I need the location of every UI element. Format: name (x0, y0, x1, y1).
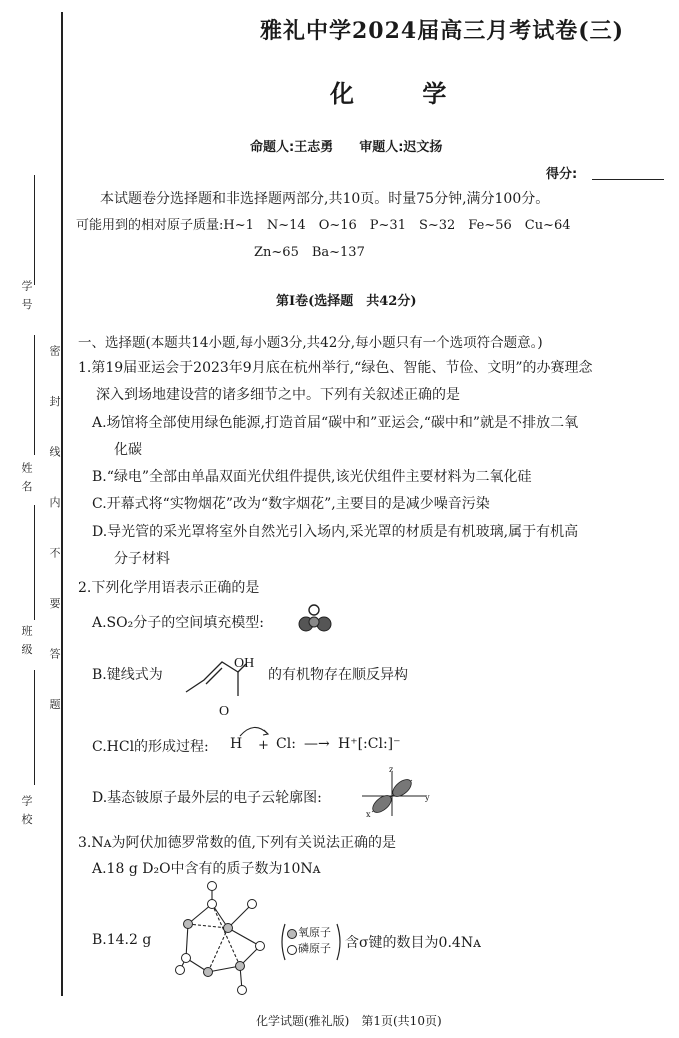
q1-option-a-line-1: A.场馆将全部使用绿色能源,打造首届“碳中和”亚运会,“碳中和”就是不排放二氧 (92, 415, 579, 431)
legend-oxygen-label: 氧原子 (298, 926, 331, 939)
q2-option-d: D.基态铍原子最外层的电子云轮廓图: (92, 790, 322, 806)
skeletal-oh-label: OH (234, 656, 255, 671)
electron-transfer-arrow (236, 722, 276, 740)
q1-stem-line-2: 深入到场地建设营的诸多细节之中。下列有关叙述正确的是 (96, 387, 460, 403)
intro-line-1: 本试题卷分选择题和非选择题两部分,共10页。时量75分钟,满分100分。 (100, 191, 550, 207)
q3-option-b-post: 含σ键的数目为0.4Nᴀ (345, 935, 481, 951)
q1-option-d-line-2: 分子材料 (114, 551, 170, 567)
hcl-cl-atom: Cl: (276, 736, 296, 752)
q2-stem: 2.下列化学用语表示正确的是 (78, 580, 260, 596)
intro-line-2: 可能用到的相对原子质量:H~1 N~14 O~16 P~31 S~32 Fe~56 Cu~64 (76, 218, 571, 233)
exam-title: 雅礼中学2024届高三月考试卷(三) (260, 18, 625, 44)
score-fill-line (592, 179, 664, 180)
intro-line-3: Zn~65 Ba~137 (254, 245, 365, 260)
q1-option-b: B.“绿电”全部由单晶双面光伏组件提供,该光伏组件主要材料为二氧化硅 (92, 469, 532, 485)
name-fill-line (34, 335, 35, 455)
authors-line: 命题人:王志勇 审题人:迟文扬 (250, 140, 443, 155)
school-fill-line (34, 670, 35, 785)
q1-option-a-line-2: 化碳 (114, 442, 142, 458)
hcl-h-atom: H (230, 736, 243, 752)
student-id-fill-line (34, 175, 35, 285)
q2-option-b-pre: B.键线式为 (92, 667, 163, 683)
q2-option-b-post: 的有机物存在顺反异构 (268, 667, 408, 683)
class-fill-line (34, 505, 35, 620)
q3-option-a: A.18 g D₂O中含有的质子数为10Nᴀ (92, 861, 321, 877)
axis-x-label: x (366, 810, 371, 819)
school-label: 学 校 (20, 795, 33, 827)
student-id-label: 学 号 (20, 280, 33, 312)
skeletal-o-label: O (219, 704, 230, 719)
q1-option-c: C.开幕式将“实物烟花”改为“数字烟花”,主要目的是减少噪音污染 (92, 496, 490, 512)
sealed-notice: 密 封 线 内 不 要 答 题 (48, 345, 61, 728)
q2-option-c-pre: C.HCl的形成过程: (92, 739, 209, 755)
section-heading: 一、选择题(本题共14小题,每小题3分,共42分,每小题只有一个选项符合题意。) (78, 335, 543, 351)
page-footer: 化学试题(雅礼版) 第1页(共10页) (256, 1014, 442, 1028)
legend-phosphorus-label: 磷原子 (298, 942, 331, 955)
q3-option-b-pre: B.14.2 g (92, 932, 152, 948)
p4o10-structure (176, 878, 272, 996)
class-label: 班 级 (20, 625, 33, 657)
part1-heading: 第Ⅰ卷(选择题 共42分) (276, 294, 417, 309)
hcl-product: H⁺[:Cl:]⁻ (338, 736, 401, 752)
name-label: 姓 名 (20, 462, 33, 494)
subject-title: 化 学 (330, 79, 477, 108)
q3-stem: 3.Nᴀ为阿伏加德罗常数的值,下列有关说法正确的是 (78, 835, 396, 851)
hcl-reaction-arrow: —→ (304, 736, 330, 752)
axis-y-label: y (425, 793, 430, 802)
score-label: 得分: (546, 167, 578, 182)
q1-option-d-line-1: D.导光管的采光罩将室外自然光引入场内,采光罩的材质是有机玻璃,属于有机高 (92, 524, 579, 540)
axis-z-label: z (389, 765, 394, 774)
q2-option-a: A.SO₂分子的空间填充模型: (92, 615, 264, 631)
so2-space-filling-model (294, 602, 338, 638)
q1-stem-line-1: 1.第19届亚运会于2023年9月底在杭州举行,“绿色、智能、节俭、文明”的办赛理念 (78, 360, 593, 376)
hcl-plus-sign: + (258, 738, 269, 753)
